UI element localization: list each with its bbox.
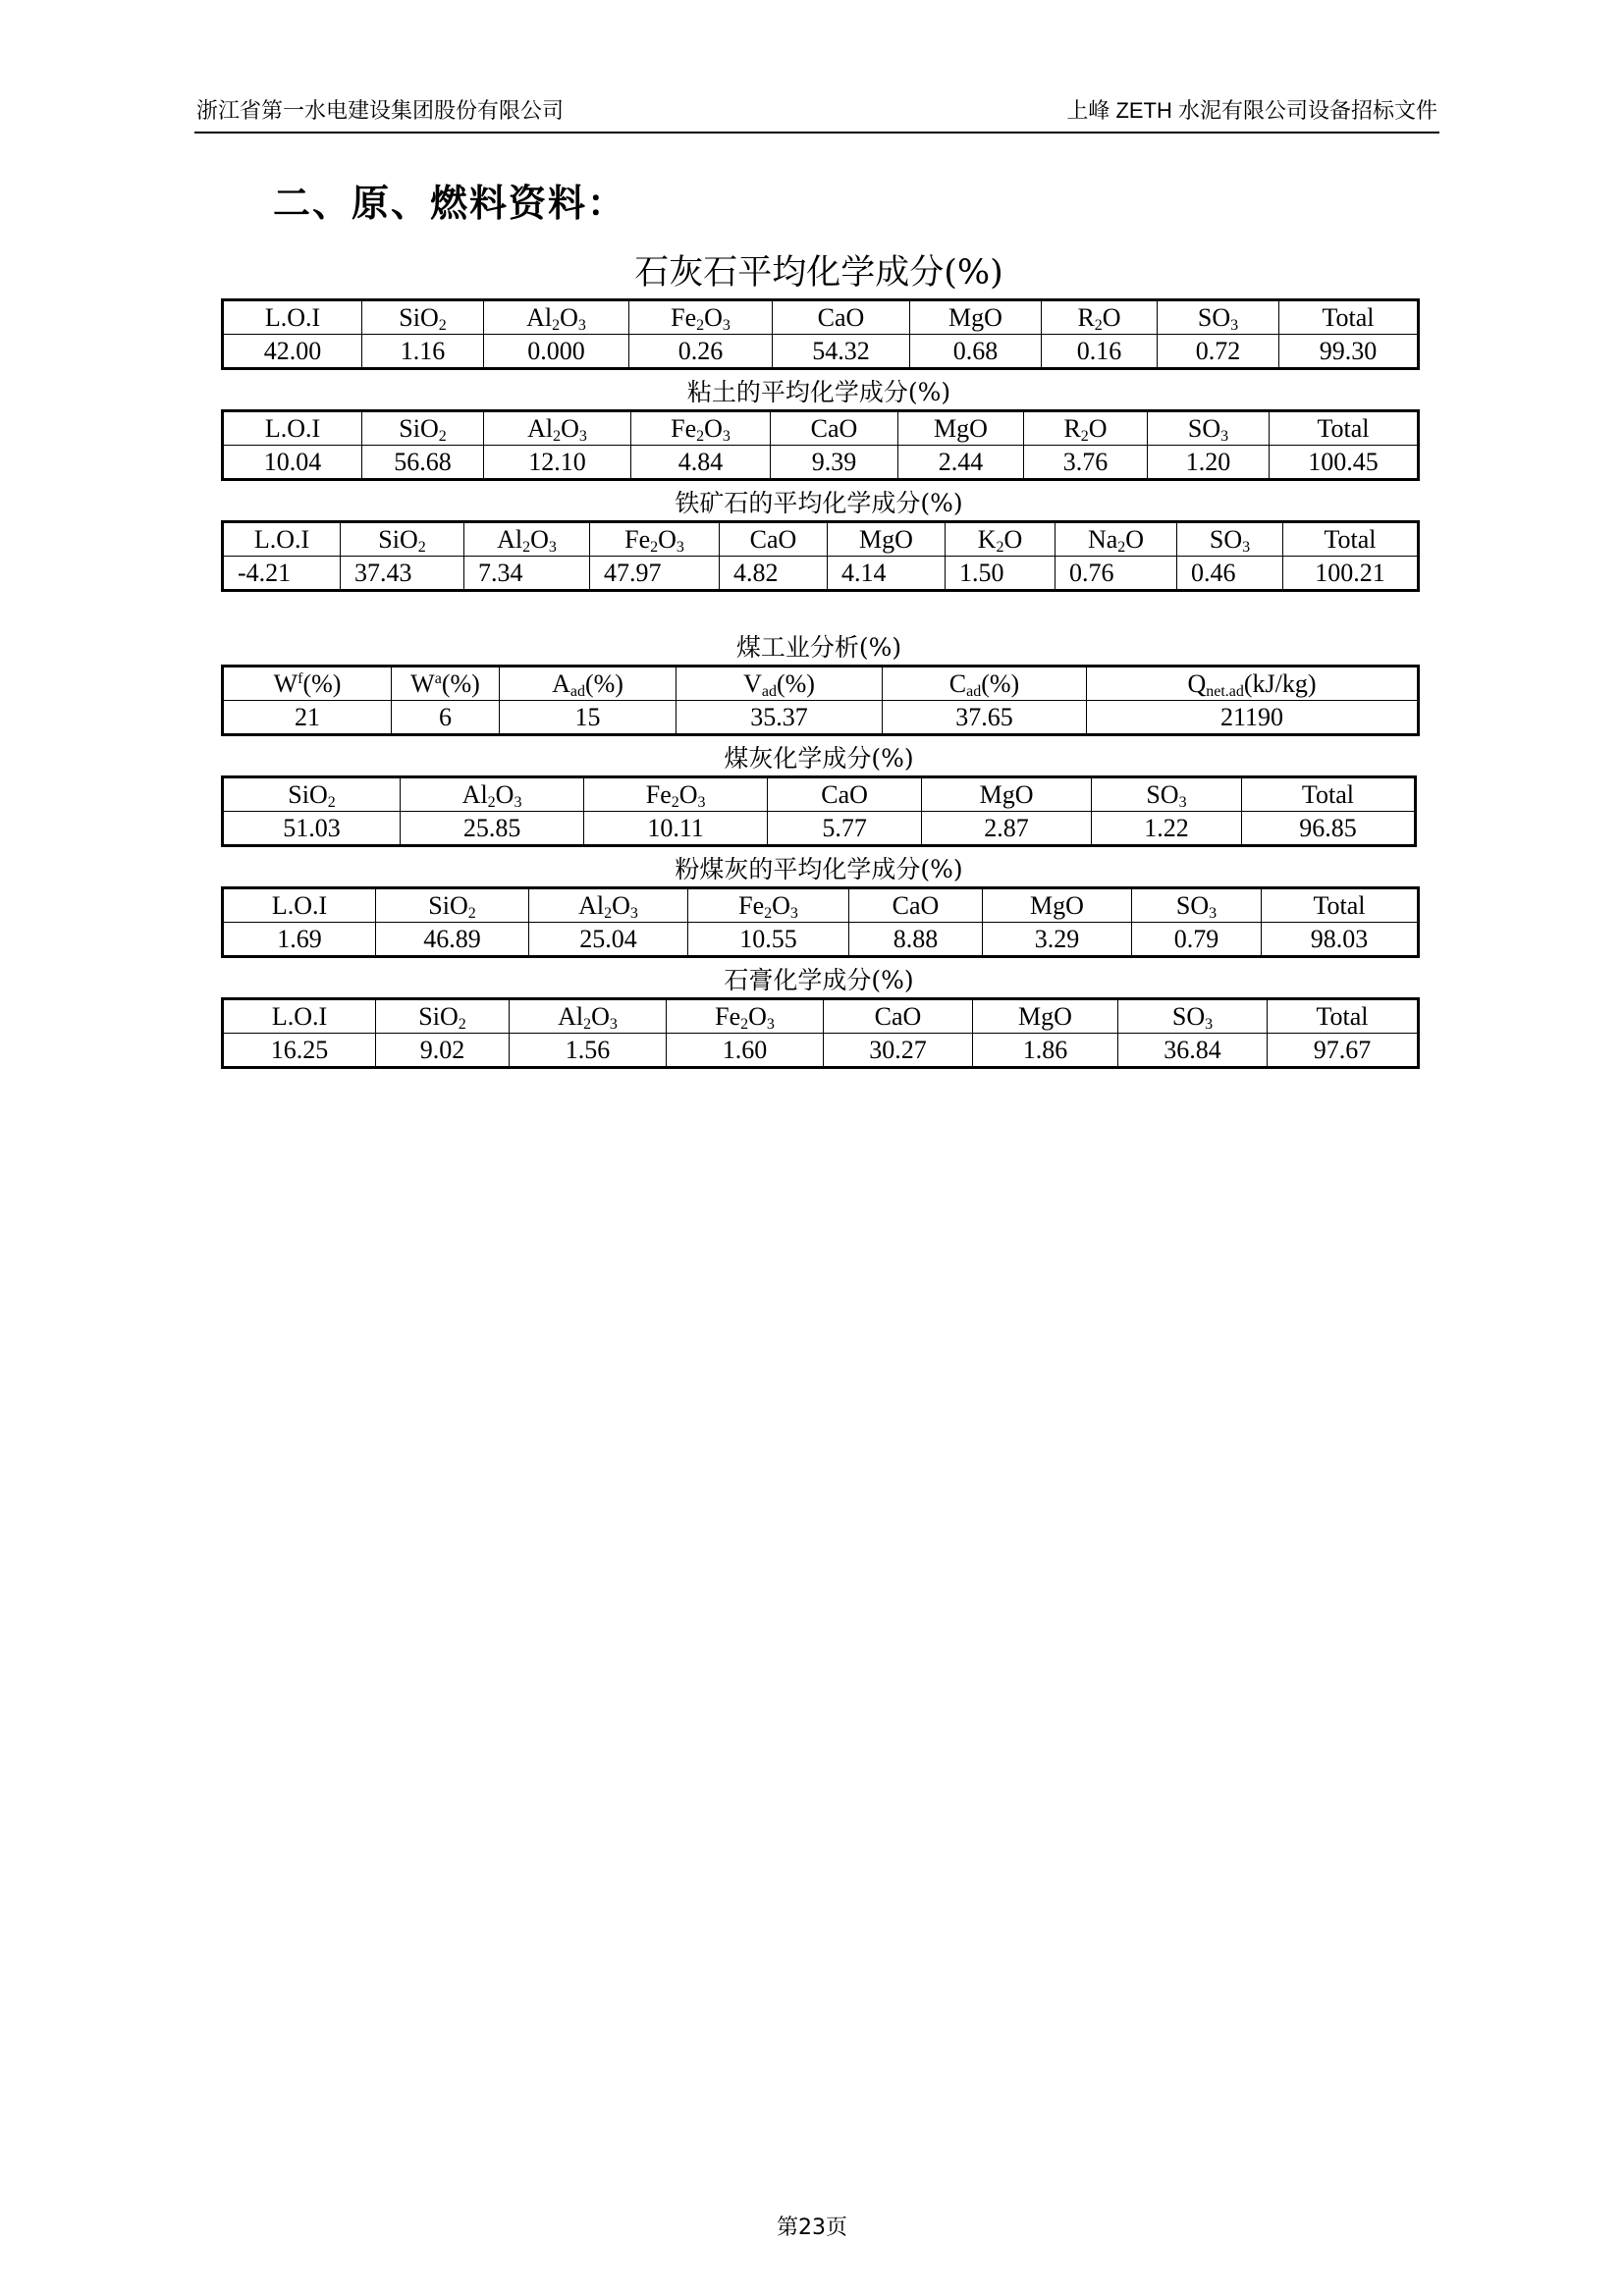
value-cell: 4.84 (631, 446, 771, 480)
header-cell: $Na_2O$ (1056, 522, 1177, 557)
header-cell: $R_2O$ (1042, 300, 1158, 335)
value-cell: 25.04 (529, 923, 688, 957)
value-cell: 3.29 (983, 923, 1132, 957)
value-cell: 5.77 (768, 812, 922, 846)
coal-analysis-table-caption: 煤工业分析(%) (735, 633, 902, 662)
value-cell: 12.10 (484, 446, 631, 480)
header-cell: MgO (922, 777, 1092, 812)
value-cell: 9.39 (771, 446, 898, 480)
value-cell: 37.65 (883, 701, 1087, 735)
header-cell: SiO$_2$ (376, 888, 529, 923)
value-cell: 15 (500, 701, 677, 735)
value-cell: 0.16 (1042, 335, 1158, 369)
value-cell: 35.37 (677, 701, 883, 735)
iron-ore-table-block (221, 487, 1417, 592)
value-cell: 7.34 (464, 557, 590, 591)
value-cell: 1.69 (223, 923, 376, 957)
value-cell: 21 (223, 701, 392, 735)
value-cell: 1.60 (667, 1034, 824, 1068)
clay-table-caption: 粘土的平均化学成分(%) (686, 378, 951, 406)
limestone-table-block (221, 247, 1417, 370)
value-cell: 1.50 (946, 557, 1056, 591)
header-cell: MgO (898, 411, 1024, 446)
header-cell: $C_{ad}(\%)$ (883, 667, 1087, 701)
header-cell: CaO (849, 888, 983, 923)
header-cell: $A_{ad}(\%)$ (500, 667, 677, 701)
header-cell: SiO$_2$ (223, 777, 401, 812)
value-cell: 100.45 (1270, 446, 1419, 480)
header-company: 浙江省第一水电建设集团股份有限公司 (196, 98, 565, 123)
value-cell: 4.14 (828, 557, 946, 591)
table-header-row (223, 777, 1416, 812)
header-cell: $Fe_2O_3$ (667, 999, 824, 1034)
coal-ash-table-block (221, 742, 1417, 847)
value-cell: 1.20 (1148, 446, 1270, 480)
clay-table-block (221, 376, 1417, 481)
value-cell: 0.79 (1132, 923, 1262, 957)
value-cell: 54.32 (773, 335, 910, 369)
value-cell: 0.000 (484, 335, 629, 369)
header-cell: SiO$_2$ (362, 300, 484, 335)
gypsum-table-block (221, 964, 1417, 1069)
header-cell: Total (1262, 888, 1419, 923)
coal-analysis-table-block (221, 631, 1417, 736)
header-cell: $W^a(\%)$ (392, 667, 500, 701)
gypsum-table-caption: 石膏化学成分(%) (724, 966, 914, 994)
value-cell: 2.87 (922, 812, 1092, 846)
value-cell: 30.27 (824, 1034, 973, 1068)
value-cell: 10.04 (223, 446, 362, 480)
header-document-title: 上峰 ZETH 水泥有限公司设备招标文件 (1066, 98, 1437, 123)
fly-ash-table-caption: 粉煤灰的平均化学成分(%) (675, 855, 963, 883)
header-cell: Total (1270, 411, 1419, 446)
header-cell: $Al_2O_3$ (484, 411, 631, 446)
value-cell: 9.02 (376, 1034, 510, 1068)
header-cell: Total (1268, 999, 1419, 1034)
value-cell: 10.11 (584, 812, 768, 846)
header-cell: $Fe_2O_3$ (688, 888, 849, 923)
header-cell: $Fe_2O_3$ (629, 300, 773, 335)
value-cell: 3.76 (1024, 446, 1148, 480)
header-cell: $Al_2O_3$ (464, 522, 590, 557)
value-cell: 1.56 (510, 1034, 667, 1068)
value-cell: -4.21 (223, 557, 341, 591)
table-header-row (223, 888, 1419, 923)
value-cell: 1.86 (973, 1034, 1118, 1068)
header-cell: CaO (773, 300, 910, 335)
table-header-row (223, 411, 1419, 446)
header-cell: $R_2O$ (1024, 411, 1148, 446)
header-cell: $SO_3$ (1092, 777, 1242, 812)
page-number: 第23页 (777, 2216, 847, 2240)
header-cell: $SO_3$ (1118, 999, 1268, 1034)
value-cell: 47.97 (590, 557, 720, 591)
value-cell: 97.67 (1268, 1034, 1419, 1068)
value-cell: 16.25 (223, 1034, 376, 1068)
value-cell: 56.68 (362, 446, 484, 480)
limestone-table-caption: 石灰石平均化学成分(%) (634, 253, 1003, 293)
table-header-row (223, 667, 1419, 701)
value-cell: 36.84 (1118, 1034, 1268, 1068)
table-header-row (223, 999, 1419, 1034)
table-header-row (223, 522, 1419, 557)
header-cell: $V_{ad}(\%)$ (677, 667, 883, 701)
page-header (194, 90, 1439, 133)
clay-composition-table (221, 409, 1420, 481)
header-cell: SiO$_2$ (362, 411, 484, 446)
value-cell: 8.88 (849, 923, 983, 957)
value-cell: 1.16 (362, 335, 484, 369)
value-cell: 46.89 (376, 923, 529, 957)
section-title: 二、原、燃料资料： (273, 182, 627, 225)
header-cell: $SO_3$ (1158, 300, 1279, 335)
table-row (223, 923, 1419, 957)
header-cell: $Al_2O_3$ (529, 888, 688, 923)
table-row (223, 446, 1419, 480)
fly-ash-composition-table (221, 886, 1420, 958)
header-cell: $SO_3$ (1177, 522, 1283, 557)
value-cell: 2.44 (898, 446, 1024, 480)
value-cell: 42.00 (223, 335, 362, 369)
header-cell: Total (1279, 300, 1419, 335)
header-cell: $Fe_2O_3$ (584, 777, 768, 812)
value-cell: 0.72 (1158, 335, 1279, 369)
header-cell: $SO_3$ (1148, 411, 1270, 446)
value-cell: 98.03 (1262, 923, 1419, 957)
value-cell: 10.55 (688, 923, 849, 957)
value-cell: 0.26 (629, 335, 773, 369)
value-cell: 6 (392, 701, 500, 735)
table-row (223, 335, 1419, 369)
header-cell: SiO$_2$ (376, 999, 510, 1034)
header-cell: L.O.I (223, 300, 362, 335)
value-cell: 99.30 (1279, 335, 1419, 369)
header-cell: CaO (720, 522, 828, 557)
iron-ore-table-caption: 铁矿石的平均化学成分(%) (675, 489, 963, 517)
table-header-row (223, 300, 1419, 335)
value-cell: 96.85 (1241, 812, 1415, 846)
header-cell: $Fe_2O_3$ (590, 522, 720, 557)
limestone-composition-table (221, 298, 1420, 370)
value-cell: 37.43 (341, 557, 464, 591)
header-cell: CaO (771, 411, 898, 446)
header-cell: MgO (910, 300, 1042, 335)
table-row (223, 1034, 1419, 1068)
header-cell: L.O.I (223, 888, 376, 923)
header-cell: L.O.I (223, 522, 341, 557)
value-cell: 100.21 (1283, 557, 1419, 591)
header-cell: MgO (983, 888, 1132, 923)
value-cell: 4.82 (720, 557, 828, 591)
header-cell: MgO (973, 999, 1118, 1034)
header-cell: SiO$_2$ (341, 522, 464, 557)
header-cell: $SO_3$ (1132, 888, 1262, 923)
header-cell: Total (1241, 777, 1415, 812)
header-cell: $Fe_2O_3$ (631, 411, 771, 446)
header-cell: L.O.I (223, 411, 362, 446)
value-cell: 0.68 (910, 335, 1042, 369)
table-row (223, 701, 1419, 735)
value-cell: 0.76 (1056, 557, 1177, 591)
table-row (223, 812, 1416, 846)
header-cell: $Al_2O_3$ (401, 777, 584, 812)
gypsum-composition-table (221, 997, 1420, 1069)
coal-ash-table-caption: 煤灰化学成分(%) (724, 744, 914, 773)
header-cell: $Al_2O_3$ (510, 999, 667, 1034)
header-cell: $K_2O$ (946, 522, 1056, 557)
value-cell: 25.85 (401, 812, 584, 846)
header-cell: $Q_{net.ad}(kJ/kg)$ (1087, 667, 1419, 701)
value-cell: 21190 (1087, 701, 1419, 735)
header-cell: L.O.I (223, 999, 376, 1034)
header-cell: Total (1283, 522, 1419, 557)
iron-ore-composition-table (221, 520, 1420, 592)
coal-ash-composition-table (221, 775, 1417, 847)
header-cell: CaO (824, 999, 973, 1034)
fly-ash-table-block (221, 853, 1417, 958)
table-row (223, 557, 1419, 591)
value-cell: 0.46 (1177, 557, 1283, 591)
header-cell: $W^f(\%)$ (223, 667, 392, 701)
coal-analysis-table (221, 665, 1420, 736)
header-cell: MgO (828, 522, 946, 557)
header-cell: CaO (768, 777, 922, 812)
header-cell: $Al_2O_3$ (484, 300, 629, 335)
value-cell: 51.03 (223, 812, 401, 846)
value-cell: 1.22 (1092, 812, 1242, 846)
